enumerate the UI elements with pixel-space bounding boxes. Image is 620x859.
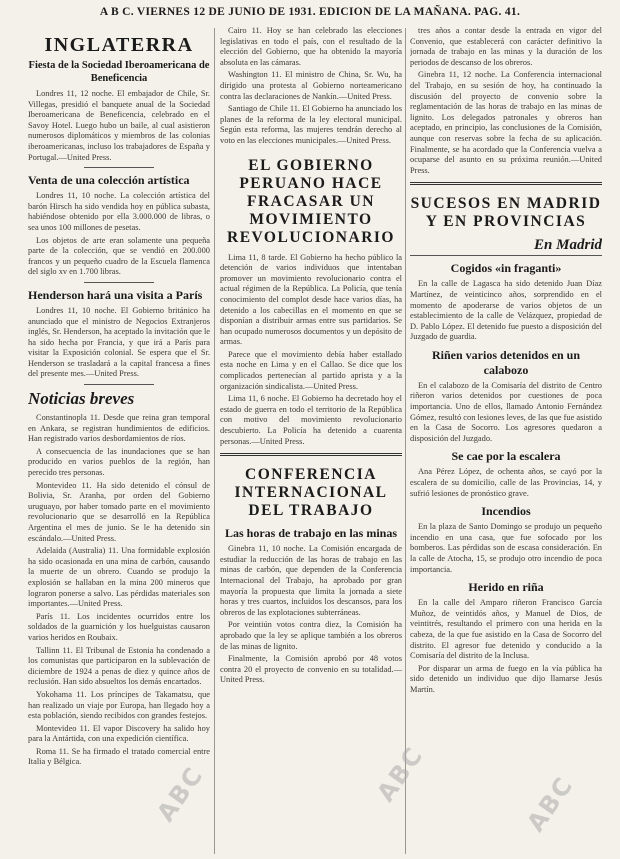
- brief-item: Adelaida (Australia) 11. Una formidable explosión ha sido ocasionada en una mina de carbón, causando la muerte de un obrero. Cuando se produjo la explosión se hallaban en la mina 200 mineros que lograron ponerse a salvo. Las pérdidas materiales son importantes.—United Press.: [28, 546, 210, 609]
- suceso-title: Herido en riña: [468, 580, 544, 595]
- article-fiesta-text: Londres 11, 12 noche. El embajador de Chile, Sr. Villegas, presidió el banquete anual de la Sociedad Iberoamericana de Beneficencia, celebrado en el Savoy Hotel. Luego hubo un baile, al cual asistieron numerosos diplomáticos y miembros de las colonias iberoamericanas, incluso los trabajadores de España y Portugal.—United Press.: [28, 89, 210, 162]
- watermark-stamp: ABC: [151, 761, 210, 827]
- brief-item: Santiago de Chile 11. El Gobierno ha anunciado los planes de la reforma de la ley electoral municipal. Según esta reforma, las mujeres tendrán derecho al voto en las elecciones municipales.—United Press.: [220, 104, 402, 145]
- suceso-text: En la plaza de Santo Domingo se produjo un pequeño incendio en una casa, que fue sofocado por los bomberos. Las pérdidas son de escasa consideración. En la calle de Atocha, 15, se produjo otro incendio de poca importancia.: [410, 522, 602, 574]
- noticias-breves-title: Noticias breves: [28, 389, 135, 409]
- article-conferencia-text: Por veintiún votos contra diez, la Comisión ha aprobado que la ley se aplique también a los obreros de las minas de lignito.: [220, 620, 402, 651]
- suceso-text: En la calle de Lagasca ha sido detenido Juan Díaz Martínez, de veinticinco años, sorprendido en el momento de apoderarse de varios objetos de un establecimiento de la calle de Velázquez, propiedad de D. Pablo López. El detenido fue puesto a disposición del Juzgado de guardia.: [410, 279, 602, 342]
- suceso-text: Ana Pérez López, de ochenta años, se cayó por la escalera de su domicilio, calle de las Provincias, 14, y sufrió lesiones de pronóstico grave.: [410, 467, 602, 498]
- brief-item: París 11. Los incidentes ocurridos entre los soldados de la guarnición y los huelguistas causaron varios heridos en Roubaix.: [28, 611, 210, 642]
- divider: [220, 453, 402, 456]
- brief-item: Yokohama 11. Los príncipes de Takamatsu, que han realizado un viaje por Europa, han llegado hoy a esta población, siendo recibidos con grandes festejos.: [28, 689, 210, 721]
- article-peru-text: Lima 11, 8 tarde. El Gobierno ha hecho público la detención de varios individuos que intentaban promover un movimiento revolucionario contra el actual régimen de la República. La Policía, que tenía conocimiento del complot desde hace varios días, ha detenido a los cabecillas en el momento en que se disponían a distribuir armas entre sus partidarios. Se han ocupado numerosos documentos y un depósito de armas.: [220, 252, 402, 347]
- divider: [84, 282, 154, 283]
- suceso-title: Se cae por la escalera: [451, 449, 561, 464]
- brief-item: Montevideo 11. Ha sido detenido el cónsul de Bolivia, Sr. Aranha, por orden del Gobierno uruguayo, por haber tomado parte en el movimiento revolucionario que se desarrolló en la República Argentina el mes de junio. Se le ha detenido sin escándalo.—United Press.: [28, 480, 210, 543]
- brief-item: Cairo 11. Hoy se han celebrado las elecciones legislativas en todo el país, con el resultado de la elección del Gobierno, que ha obtenido la mayoría absoluta en las cámaras.: [220, 26, 402, 67]
- brief-item: Roma 11. Se ha firmado el tratado comercial entre Italia y Bélgica.: [28, 746, 210, 767]
- article-conferencia-text: Finalmente, la Comisión aprobó por 48 votos contra 20 el proyecto de convenio en su totalidad.—United Press.: [220, 654, 402, 685]
- brief-item: A consecuencia de las inundaciones que se han producido en varios pueblos de la región, han perecido tres personas.: [28, 446, 210, 478]
- article-conferencia-subtitle: Las horas de trabajo en las minas: [224, 526, 397, 541]
- continued-text: tres años a contar desde la entrada en vigor del Convenio, que establecerá con carácter definitivo la jornada de trabajo en las minas y la duración de los periodos de descanso de los obreros.: [410, 26, 602, 67]
- article-henderson-title: Henderson hará una visita a París: [28, 287, 203, 302]
- column-left: [28, 26, 210, 856]
- brief-item: Tallinn 11. El Tribunal de Estonia ha condenado a los comunistas que participaron en la sublevación de diciembre de 1924 a penas de diez y quince años de reclusión. Han sido absueltos los demás encartados.: [28, 645, 210, 687]
- article-peru-text: Lima 11, 6 noche. El Gobierno ha decretado hoy el estado de guerra en todo el territorio de la República con motivo del movimiento revolucionario descubierto. La Policía ha detenido a cuarenta personas.—United Press.: [220, 394, 402, 446]
- page-header: A B C. VIERNES 12 DE JUNIO DE 1931. EDICION DE LA MAÑANA. PAG. 41.: [99, 6, 521, 18]
- article-venta-title: Venta de una colección artística: [28, 173, 190, 188]
- brief-item: Constantinopla 11. Desde que reina gran temporal en Ankara, se registran hundimientos de edificios. Han registrado varios desbordamientos de ríos.: [28, 413, 210, 444]
- article-peru-text: Parece que el movimiento debía haber estallado esta noche en Lima y en el Callao. Se dice que los complicados pertenecían al partido aprista y a la organización sindicalista.—United Press.: [220, 349, 402, 391]
- column-center: [220, 26, 402, 856]
- divider: [410, 182, 602, 185]
- brief-item: Washington 11. El ministro de China, Sr. Wu, ha dirigido una protesta al Gobierno norteamericano contra las declaraciones de Nankín.—United Press.: [220, 70, 402, 101]
- divider: [84, 384, 154, 385]
- place-madrid: En Madrid: [410, 237, 602, 256]
- divider: [84, 167, 154, 168]
- article-conferencia-text: Ginebra 11, 10 noche. La Comisión encargada de estudiar la reducción de las horas de trabajo en las minas de carbón, que dependen de la Conferencia Internacional del Trabajo, ha aprobado por gran mayoría la propuesta que limita la jornada a siete horas y tres cuartos, incluidos los descansos, para los obreros de las explotaciones subterráneas.: [220, 544, 402, 617]
- article-venta-text: Londres 11, 10 noche. La colección artística del barón Hirsch ha sido vendida hoy en pública subasta, habiéndose obtenido por ella 3.000.000 de libras, o sea unos 100 millones de pesetas.: [28, 191, 210, 232]
- suceso-title: Cogidos «in fraganti»: [450, 261, 562, 276]
- column-rule: [214, 28, 215, 854]
- column-right: [410, 26, 602, 856]
- brief-item: Montevideo 11. El vapor Discovery ha salido hoy para la Antártida, con una expedición científica.: [28, 723, 210, 744]
- article-henderson-text: Londres 11, 10 noche. El Gobierno británico ha anunciado que el ministro de Negocios Extranjeros inglés, Sr. Henderson, ha aceptado la invitación que le ha sido hecha por Francia, y que irá a París para visitar la Exposición colonial. Se espera que el Sr. Henderson se trasladará a la capital francesa a fines del presente mes.—United Press.: [28, 305, 210, 379]
- watermark-stamp: ABC: [521, 771, 580, 837]
- suceso-title: Incendios: [481, 504, 531, 519]
- column-rule: [405, 28, 406, 854]
- article-conferencia-title: CONFERENCIA INTERNACIONAL DEL TRABAJO: [234, 466, 388, 520]
- suceso-text: Por disparar un arma de fuego en la vía pública ha sido detenido un individuo que dijo llamarse Jesús Martín.: [410, 663, 602, 694]
- suceso-text: En el calabozo de la Comisaría del distrito de Centro riñeron varios detenidos por cuestiones de poca importancia. Uno de ellos, llamado Antonio Fernández Gómez, resultó con lesiones leves, de las que fue asistido en la Casa de Socorro. Los agresores quedaron a disposición del Juzgado.: [410, 380, 602, 443]
- suceso-title: Riñen varios detenidos en un calabozo: [431, 347, 581, 377]
- suceso-text: En la calle del Amparo riñeron Francisco García Muñoz, de veintidós años, y Manuel de Dios, de veintitrés, resultando el primero con una herida en la cabeza, de la que fue asistido en la Casa de Socorro del distrito. El agresor fue detenido y conducido a la Comisaría del distrito de la Inclusa.: [410, 598, 602, 661]
- sucesos-title: SUCESOS EN MADRID Y EN PROVINCIAS: [410, 195, 602, 231]
- article-peru-title: EL GOBIERNO PERUANO HACE FRACASAR UN MOVIMIENTO REVOLUCIONARIO: [227, 156, 395, 246]
- article-fiesta-title: Fiesta de la Sociedad Iberoamericana de Beneficencia: [28, 60, 210, 84]
- article-venta-text: Los objetos de arte eran solamente una pequeña parte de la colección, que se vendió en 200.000 francos y un pequeño cuadro de la Escuela flamenca del siglo xv en 1.700 libras.: [28, 235, 210, 277]
- continued-text: Ginebra 11, 12 noche. La Conferencia internacional del Trabajo, en su sesión de hoy, ha continuado la discusión del proyecto de convenio sobre la reglamentación de las horas de trabajo en las minas de lignito. Los delegados patronales y obreros han aceptado, en principio, las conclusiones de la Comisión, aunque con reservas sobre la fecha de su aplicación. Finalmente, se ha acordado que la Conferencia vuelva a ocuparse del asunto en su próxima reunión.—United Press.: [410, 70, 602, 175]
- watermark-stamp: ABC: [371, 741, 430, 807]
- section-inglaterra: INGLATERRA: [44, 34, 194, 56]
